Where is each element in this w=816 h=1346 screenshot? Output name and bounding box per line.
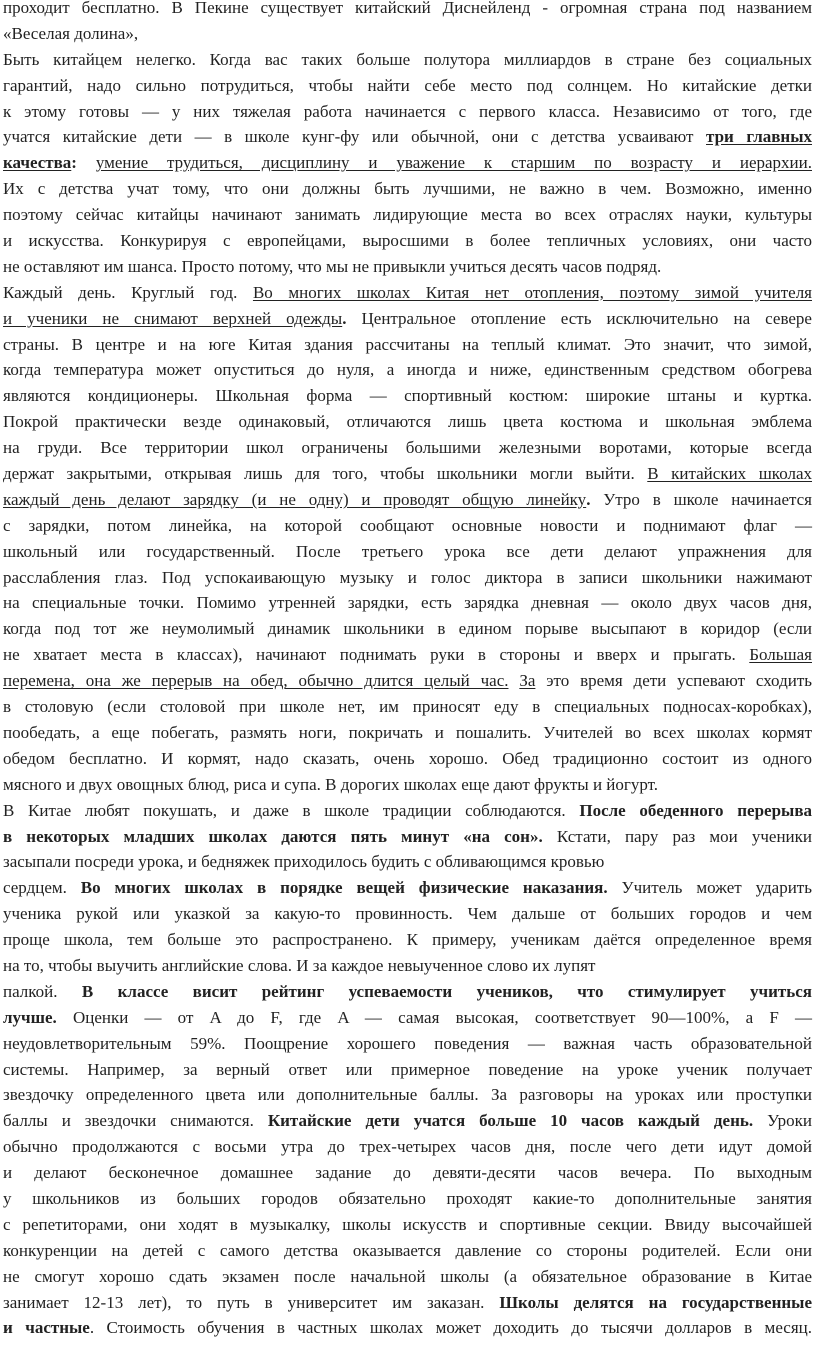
text-line: [3, 772, 812, 798]
text-segment: проще школа, тем больше это распространено. К примеру, ученикам даётся определенное время: [3, 930, 812, 950]
text-line: [3, 0, 812, 21]
text-segment: Их с детства учат тому, что они должны быть лучшими, не важно в чем. Возможно, именно: [3, 179, 812, 199]
text-segment: палкой.: [3, 981, 82, 1001]
text-segment: звездочку определенного цвета или дополнительные баллы. За разговоры на уроках или проступки: [3, 1085, 812, 1105]
text-line: [3, 694, 812, 720]
underlined-text: и ученики не снимают верхней одежды: [3, 308, 343, 328]
bold-text: :: [71, 153, 96, 173]
underlined-text: В китайских школах: [647, 464, 812, 484]
text-segment: с зарядки, потом линейка, на которой сообщают основные новости и поднимают флаг —: [3, 515, 812, 535]
text-segment: проходит бесплатно. В Пекине существует китайский Диснейленд - огромная страна под названием: [3, 0, 812, 17]
text-line: [3, 642, 812, 668]
bold-text: и частные: [3, 1318, 90, 1338]
text-line: [3, 1160, 812, 1186]
text-segment: занимает 12-13 лет), то путь в университет им заказан.: [3, 1292, 500, 1312]
text-line: [3, 824, 812, 850]
underlined-text: За: [519, 671, 536, 691]
text-segment: обедом бесплатно. И кормят, надо сказать, очень хорошо. Обед традиционно состоит из одного: [3, 748, 812, 768]
text-line: [3, 1186, 812, 1212]
text-line: [3, 539, 812, 565]
text-line: [3, 21, 812, 47]
text-segment: «Веселая долина»,: [3, 23, 139, 43]
text-line: [3, 357, 812, 383]
text-segment: неудовлетворительным 59%. Поощрение хорошего поведения — важная часть образовательной: [3, 1033, 812, 1053]
text-line: [3, 668, 812, 694]
text-segment: В Китае любят покушать, и даже в школе традиции соблюдаются.: [3, 800, 580, 820]
text-line: [3, 1108, 812, 1134]
text-segment: у школьников из больших городов обязательно проходят какие-то дополнительные занятия: [3, 1188, 812, 1208]
underlined-text: три главных: [706, 127, 813, 147]
text-line: [3, 1031, 812, 1057]
underlined-text: качества: [3, 153, 72, 173]
text-segment: Кстати, пару раз мои ученики: [542, 826, 812, 846]
bold-text: .: [342, 308, 347, 328]
text-line: [3, 228, 812, 254]
text-line: [3, 1264, 812, 1290]
bold-text: Во многих школах в порядке вещей физические наказания.: [80, 878, 608, 898]
text-segment: страны. В центре и на юге Китая здания рассчитаны на теплый климат. Это значит, что зимой,: [3, 334, 812, 354]
text-segment: гарантий, надо сильно потрудиться, чтобы найти себе место под солнцем. Но китайские детки: [3, 75, 812, 95]
text-line: [3, 901, 812, 927]
bold-text: лучше.: [3, 1007, 57, 1027]
text-line: [3, 409, 812, 435]
underlined-text: Большая: [749, 645, 812, 665]
text-segment: конкуренции на детей с самого детства оказывается давление со стороны родителей. Если они: [3, 1240, 812, 1260]
text-segment: Оценки — от A до F, где A — самая высокая, соответствует 90—100%, а F —: [56, 1007, 812, 1027]
text-line: [3, 1005, 812, 1031]
text-line: [3, 280, 812, 306]
text-segment: на то, чтобы выучить английские слова. И за каждое невыученное слово их лупят: [3, 955, 596, 975]
text-line: [3, 435, 812, 461]
text-segment: расслабления глаз. Под успокаивающую музыку и голос диктора в записи школьники нажимают: [3, 567, 812, 587]
text-segment: и делают бесконечное домашнее задание до девяти-десяти часов вечера. По выходным: [3, 1163, 812, 1183]
text-segment: обычно продолжаются с восьми утра до трех-четырех часов дня, после чего дети идут домой: [3, 1137, 812, 1157]
text-line: [3, 254, 812, 280]
text-line: [3, 513, 812, 539]
text-line: [3, 1315, 812, 1341]
text-line: [3, 616, 812, 642]
underlined-text: умение трудиться, дисциплину и уважение к старшим по возрасту и иерархии.: [95, 153, 812, 173]
text-line: [3, 47, 812, 73]
bold-text: После обеденного перерыва: [579, 800, 812, 820]
text-segment: держат закрытыми, открывая лишь для того, чтобы школьники могли выйти.: [3, 464, 648, 484]
text-segment: ученика рукой или указкой за какую-то провинность. Чем дальше от больших городов и чем: [3, 904, 812, 924]
text-segment: пообедать, а еще побегать, размять ноги, покричать и пошалить. Учителей во всех школах кормят: [3, 722, 812, 742]
text-line: [3, 99, 812, 125]
bold-text: в некоторых младших школах даются пять минут «на сон».: [3, 826, 543, 846]
bold-text: Китайские дети учатся больше 10 часов каждый день.: [267, 1111, 754, 1131]
text-line: [3, 73, 812, 99]
bold-text: Школы делятся на государственные: [499, 1292, 812, 1312]
bold-text: В классе висит рейтинг успеваемости учеников, что стимулирует учиться: [81, 981, 812, 1001]
text-line: [3, 1134, 812, 1160]
text-segment: школьный или государственный. После третьего урока все дети делают упражнения для: [3, 541, 812, 561]
text-line: [3, 150, 812, 176]
text-line: [3, 875, 812, 901]
text-line: [3, 565, 812, 591]
text-segment: на специальные точки. Помимо утренней зарядки, есть зарядка дневная — около двух часов дня,: [3, 593, 812, 613]
text-segment: Быть китайцем нелегко. Когда вас таких больше полутора миллиардов в стране без социальных: [3, 49, 812, 69]
text-segment: к этому готовы — у них тяжелая работа начинается с первого класса. Независимо от того, где: [3, 101, 812, 121]
text-line: [3, 927, 812, 953]
text-line: [3, 1238, 812, 1264]
text-segment: с репетиторами, они ходят в музыкалку, школы искусств и спортивные секции. Ввиду высочайшей: [3, 1214, 812, 1234]
underlined-text: Во многих школах Китая нет отопления, поэтому зимой учителя: [252, 282, 812, 302]
text-line: [3, 332, 812, 358]
text-line: [3, 383, 812, 409]
text-segment: . Стоимость обучения в частных школах может доходить до тысячи долларов в месяц.: [89, 1318, 812, 1338]
underlined-text: каждый день делают зарядку (и не одну) и проводят общую линейку: [3, 489, 587, 509]
text-line: [3, 306, 812, 332]
underlined-text: перемена, она же перерыв на обед, обычно длится целый час.: [3, 671, 509, 691]
text-segment: Учитель может ударить: [607, 878, 812, 898]
text-segment: не смогут хорошо сдать экзамен после начальной школы (а обязательное образование в Китае: [3, 1266, 812, 1286]
text-segment: когда под тот же неумолимый динамик школьники в едином порыве высыпают в коридор (если: [3, 619, 812, 639]
text-segment: когда температура может опуститься до нуля, а иногда и ниже, единственным средством обогрева: [3, 360, 812, 380]
text-segment: Каждый день. Круглый год.: [3, 282, 253, 302]
text-segment: засыпали посреди урока, и бедняжек приходилось будить с обливающимся кровью: [3, 852, 605, 872]
text-segment: поэтому сейчас китайцы начинают занимать лидирующие места во всех отраслях науки, культуры: [3, 205, 812, 225]
text-segment: на груди. Все территории школ ограничены большими железными воротами, которые всегда: [3, 438, 812, 458]
bold-text: .: [586, 489, 591, 509]
text-line: [3, 176, 812, 202]
text-segment: не оставляют им шанса. Просто потому, что мы не привыкли учиться десять часов подряд.: [3, 256, 662, 276]
text-line: [3, 720, 812, 746]
text-segment: в столовую (если столовой при школе нет, им приносят еду в специальных подносах-коробках),: [3, 697, 812, 717]
text-line: [3, 590, 812, 616]
text-line: [3, 1082, 812, 1108]
text-segment: системы. Например, за верный ответ или примерное поведение на уроке ученик получает: [3, 1059, 812, 1079]
text-line: [3, 487, 812, 513]
text-segment: сердцем.: [3, 878, 81, 898]
text-segment: мясного и двух овощных блюд, риса и супа. В дорогих школах еще дают фрукты и йогурт.: [3, 774, 659, 794]
text-segment: и искусства. Конкурируя с европейцами, выросшими в более тепличных условиях, они часто: [3, 231, 812, 251]
text-line: [3, 202, 812, 228]
text-line: [3, 461, 812, 487]
text-segment: учатся китайские дети — в школе кунг-фу или обычной, они с детства усваивают: [3, 127, 707, 147]
text-segment: Уроки: [753, 1111, 812, 1131]
text-segment: Центральное отопление есть исключительно на севере: [346, 308, 812, 328]
text-line: [3, 849, 812, 875]
text-line: [3, 1212, 812, 1238]
text-line: [3, 124, 812, 150]
text-line: [3, 953, 812, 979]
text-line: [3, 798, 812, 824]
text-line: [3, 1290, 812, 1316]
text-segment: Покрой практически везде одинаковый, отличаются лишь цвета костюма и школьная эмблема: [3, 412, 812, 432]
text-segment: баллы и звездочки снимаются.: [3, 1111, 268, 1131]
text-line: [3, 1057, 812, 1083]
article-body: [3, 0, 812, 1341]
text-line: [3, 746, 812, 772]
text-segment: не хватает места в классах), начинают поднимать руки в стороны и вверх и прыгать.: [3, 645, 750, 665]
text-segment: [509, 671, 520, 690]
text-line: [3, 979, 812, 1005]
text-segment: Утро в школе начинается: [590, 489, 813, 509]
text-segment: являются кондиционеры. Школьная форма — спортивный костюм: широкие штаны и куртка.: [3, 386, 812, 406]
text-segment: это время дети успевают сходить: [535, 671, 812, 691]
